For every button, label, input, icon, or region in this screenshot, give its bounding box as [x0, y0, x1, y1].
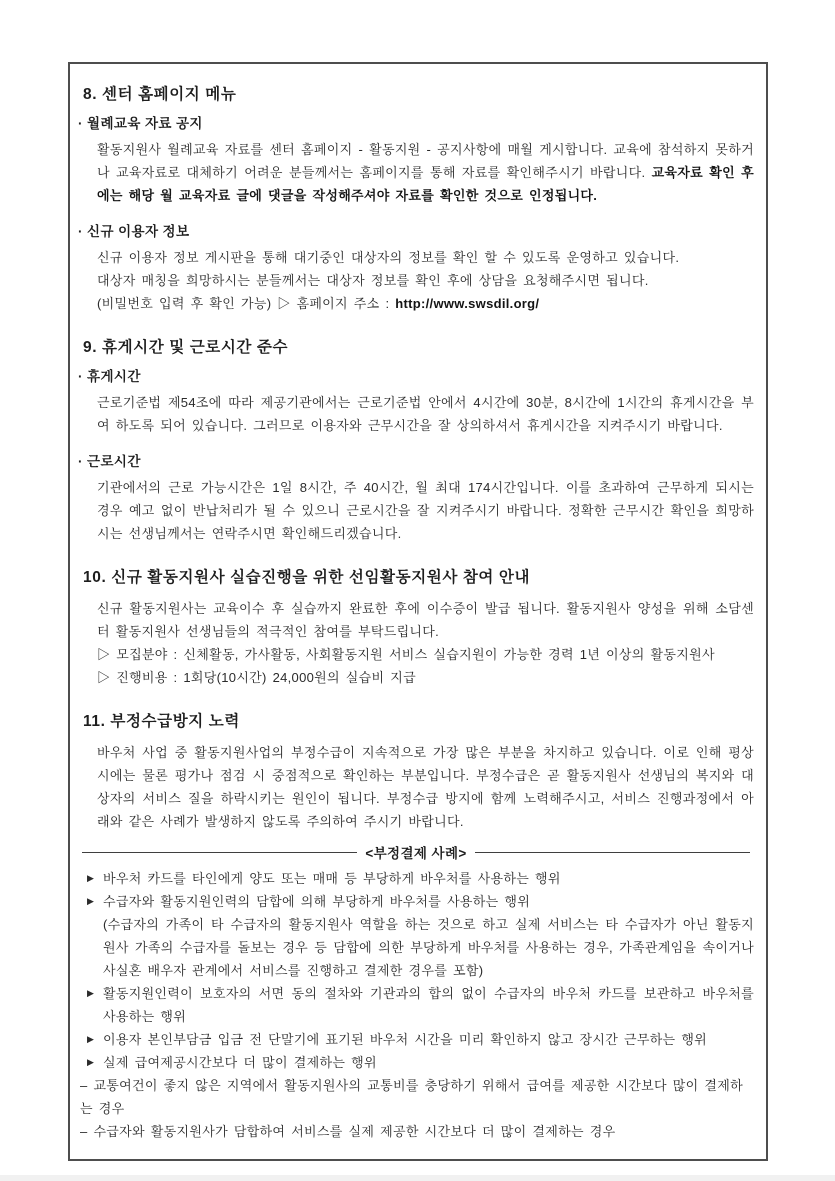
fraud-case-note-2: (수급자의 가족이 타 수급자의 활동지원사 역할을 하는 것으로 하고 실제 서비스는 타 수급자가 아닌 활동지원사 가족의 수급자를 돌보는 경우 등 담합에 의한 부당하게 바우처를 사용하는 경우, 가족관계임을 속이거나 사실혼 배우자 관계에서 서비스를 진행하고 결제한 경우를 포함) — [103, 917, 754, 978]
section-11-heading: 11. 부정수급방지 노력 — [83, 713, 240, 730]
section-9-sub1-paragraph: 근로기준법 제54조에 따라 제공기관에서는 근로기준법 안에서 4시간에 30분, 8시간에 1시간의 휴게시간을 부여 하도록 되어 있습니다. 그러므로 이용자와 근무시간을 잘 상의하셔서 휴게시간을 지켜주시기 바랍니다. — [97, 395, 754, 433]
fraud-case-text-4: 이용자 본인부담금 입금 전 단말기에 표기된 바우처 시간을 미리 확인하지 않고 장시간 근무하는 행위 — [103, 1032, 708, 1047]
section-8-sub1-text-bold: 교육자료 확인 후에는 해당 월 교육자료 글에 댓글을 작성해주셔야 자료를 확인한 것으로 인정됩니다. — [97, 165, 754, 203]
fraud-case-dash-item-1: – 교통여건이 좋지 않은 지역에서 활동지원사의 교통비를 충당하기 위해서 급여를 제공한 시간보다 많이 결제하는 경우 — [80, 1078, 743, 1116]
section-10-paragraph: 신규 활동지원사는 교육이수 후 실습까지 완료한 후에 이수증이 발급 됩니다. 활동지원사 양성을 위해 소담센터 활동지원사 선생님들의 적극적인 참여를 부탁드립니다. — [97, 601, 754, 639]
fraud-case-item-3 — [87, 982, 754, 1028]
section-9-sub1-title: · 휴게시간 — [78, 369, 141, 384]
divider-line-right — [475, 852, 750, 853]
fraud-case-text-5: 실제 급여제공시간보다 더 많이 결제하는 행위 — [103, 1055, 377, 1070]
section-8-sub1-paragraph — [97, 138, 754, 207]
bullet-triangle-icon: ▶ — [87, 873, 95, 883]
fraud-case-text-1: 바우처 카드를 타인에게 양도 또는 매매 등 부당하게 바우처를 사용하는 행위 — [103, 871, 561, 886]
bullet-triangle-icon: ▶ — [87, 988, 95, 998]
fraud-case-item-5 — [87, 1051, 754, 1074]
homepage-address-label: (비밀번호 입력 후 확인 가능) ▷ 홈페이지 주소 : — [97, 296, 396, 311]
section-10-heading: 10. 신규 활동지원사 실습진행을 위한 선임활동지원사 참여 안내 — [83, 569, 531, 586]
section-11-paragraph: 바우처 사업 중 활동지원사업의 부정수급이 지속적으로 가장 많은 부분을 차지하고 있습니다. 이로 인해 평상시에는 물론 평가나 점검 시 중점적으로 확인하는 부분입니다. 부정수급은 곧 활동지원사 선생님의 복지와 대상자의 서비스 질을 하락시키는 원인이 됩니다. 부정수급 방지에 함께 노력해주시고, 서비스 진행과정에서 아래와 같은 사례가 발생하지 않도록 주의하여 주시기 바랍니다. — [97, 745, 754, 829]
bullet-triangle-icon: ▶ — [87, 1034, 95, 1044]
section-8-sub2-line3 — [97, 292, 754, 315]
section-8-sub2-title: · 신규 이용자 정보 — [78, 224, 190, 239]
section-10-cost-item: ▷ 진행비용 : 1회당(10시간) 24,000원의 실습비 지급 — [97, 670, 416, 685]
fraud-case-divider — [82, 842, 750, 862]
section-9-sub2-title: · 근로시간 — [78, 454, 141, 469]
bullet-triangle-icon: ▶ — [87, 896, 95, 906]
section-8-sub2-line2: 대상자 매칭을 희망하시는 분들께서는 대상자 정보를 확인 후에 상담을 요청해주시면 됩니다. — [97, 273, 649, 288]
divider-line-left — [82, 852, 357, 853]
homepage-url: http://www.swsdil.org/ — [395, 296, 540, 311]
document-border-box — [68, 62, 768, 1161]
fraud-case-dash-item-2: – 수급자와 활동지원사가 담합하여 서비스를 실제 제공한 시간보다 더 많이 결제하는 경우 — [80, 1124, 616, 1139]
fraud-case-divider-label: <부정결제 사례> — [365, 846, 467, 861]
section-9-heading: 9. 휴게시간 및 근로시간 준수 — [83, 339, 289, 356]
section-8-heading: 8. 센터 홈페이지 메뉴 — [83, 86, 237, 103]
section-10-recruit-field-item: ▷ 모집분야 : 신체활동, 가사활동, 사회활동지원 서비스 실습지원이 가능한 경력 1년 이상의 활동지원사 — [97, 647, 715, 662]
fraud-case-text-3: 활동지원인력이 보호자의 서면 동의 절차와 기관과의 합의 없이 수급자의 바우처 카드를 보관하고 바우처를 사용하는 행위 — [103, 986, 754, 1024]
fraud-case-item-4 — [87, 1028, 754, 1051]
scan-edge-artifact — [0, 1175, 835, 1181]
section-9-sub2-paragraph: 기관에서의 근로 가능시간은 1일 8시간, 주 40시간, 월 최대 174시간입니다. 이를 초과하여 근무하게 되시는 경우 예고 없이 반납처리가 될 수 있으니 근로시간을 잘 지켜주시기 바랍니다. 정확한 근무시간 확인을 희망하시는 선생님께서는 연락주시면 확인해드리겠습니다. — [97, 480, 754, 541]
section-8-sub1-text: 활동지원사 월례교육 자료를 센터 홈페이지 - 활동지원 - 공지사항에 매월 게시합니다. 교육에 참석하지 못하거나 교육자료로 대체하기 어려운 분들께서는 홈페이지를 통해 자료를 확인해주시기 바랍니다. — [97, 142, 754, 180]
section-8-sub2-line1: 신규 이용자 정보 게시판을 통해 대기중인 대상자의 정보를 확인 할 수 있도록 운영하고 있습니다. — [97, 250, 680, 265]
fraud-case-text-2: 수급자와 활동지원인력의 담합에 의해 부당하게 바우처를 사용하는 행위 — [103, 894, 531, 909]
bullet-triangle-icon: ▶ — [87, 1057, 95, 1067]
section-8-sub1-title: · 월례교육 자료 공지 — [78, 116, 203, 131]
fraud-case-item-2 — [87, 890, 754, 913]
fraud-case-item-1 — [87, 867, 754, 890]
